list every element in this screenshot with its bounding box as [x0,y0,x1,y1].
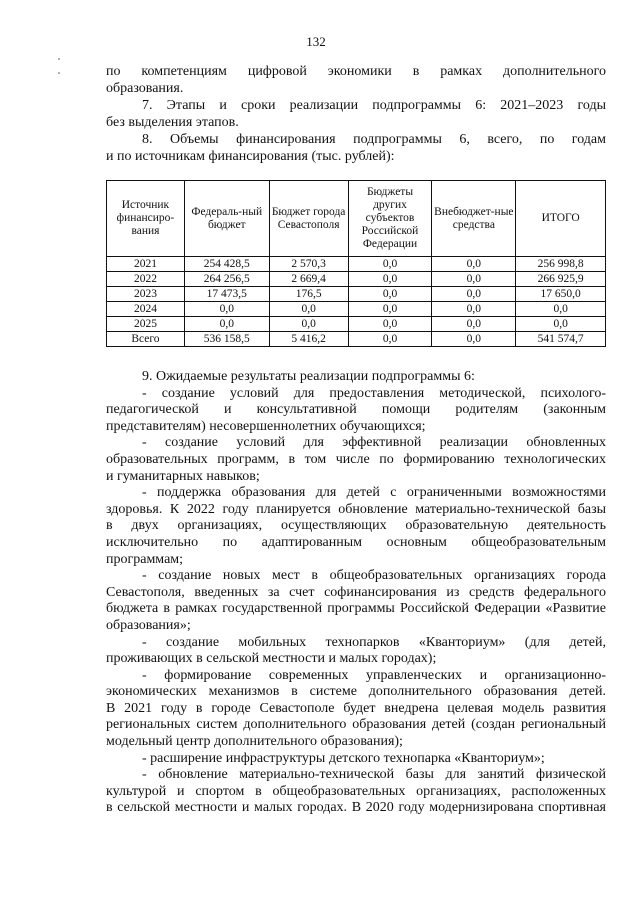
point7-paragraph: 7. Этапы и сроки реализации подпрограммы 6: 2021–2023 годы без выделения этапов. [106,98,606,130]
table-cell: 17 650,0 [516,287,606,302]
list-item: - создание условий для предоставления методической, психолого- педагогической и консультативной помощи родителям (законным представителям) несовершеннолетних обучающихся; [106,385,606,434]
table-cell: 2021 [107,257,185,272]
table-cell: 0,0 [184,302,269,317]
table-row [107,317,606,332]
header-other-subjects: Бюджеты других субъектов Российской Федерации [348,181,432,257]
list-item: - обновление материально-технической базы для занятий физической культурой и спортом в общеобразовательных организациях, расположенных в сельской местности и малых городах. В 2020 году модернизирована спортивная [106,767,606,816]
table-header-row [107,181,606,257]
table-cell: 0,0 [348,317,432,332]
table-cell: 17 473,5 [184,287,269,302]
table-cell: 0,0 [432,302,516,317]
table-cell: 0,0 [432,272,516,287]
table-cell: 2024 [107,302,185,317]
table-cell: 176,5 [269,287,348,302]
list-item: - создание мобильных технопарков «Кванториум» (для детей, проживающих в сельской местности и малых городах); [106,634,606,667]
table-cell: 536 158,5 [184,332,269,347]
table-cell: 5 416,2 [269,332,348,347]
table-cell: 2 570,3 [269,257,348,272]
table-row [107,272,606,287]
list-item: - создание новых мест в общеобразовательных организациях города Севастополя, введенных за счет софинансирования из средств федерального бюджета в рамках государственной программы Российской Федерации «Развитие образования»; [106,568,606,633]
table-cell: 0,0 [184,317,269,332]
list-item: - расширение инфраструктуры детского технопарка «Кванториум»; [142,750,545,766]
table-body [107,257,606,347]
scan-artifact [58,72,60,74]
table-cell: 0,0 [348,257,432,272]
table-row [107,302,606,317]
table-cell: 0,0 [348,332,432,347]
table-cell: 2022 [107,272,185,287]
table-cell: 0,0 [432,287,516,302]
point8-paragraph: 8. Объемы финансирования подпрограммы 6, всего, по годам и по источникам финансирования (тыс. рублей): [106,132,606,164]
list-item: - поддержка образования для детей с ограниченными возможностями здоровья. К 2022 году планируется обновление материально-технической базы в двух организациях, осуществляющих образовательную деятельность исключительно по адаптированным основным общеобразовательным программам; [106,485,606,567]
table-cell: 266 925,9 [516,272,606,287]
table-cell: 254 428,5 [184,257,269,272]
table-cell: 0,0 [432,257,516,272]
list-item: - формирование современных управленческих и организационно- экономических механизмов в системе дополнительного образования детей. В 2021 году в городе Севастополе будет внедрена целевая модель развития региональных систем дополнительного образования детей (создан региональный модельный центр дополнительного образования); [106,667,606,750]
table-cell: 0,0 [432,317,516,332]
intro-paragraph: по компетенциям цифровой экономики в рамках дополнительного образования. [106,64,606,96]
header-federal: Федераль-ный бюджет [184,181,269,257]
table-cell: 0,0 [516,302,606,317]
table-cell: 264 256,5 [184,272,269,287]
table-cell: 2023 [107,287,185,302]
table-cell: 0,0 [269,302,348,317]
table-row [107,257,606,272]
list-item: - создание условий для эффективной реализации обновленных образовательных программ, в том числе по формированию технологических и гуманитарных навыков; [106,435,606,484]
table-row [107,287,606,302]
table-cell: 256 998,8 [516,257,606,272]
table-cell: 541 574,7 [516,332,606,347]
header-city: Бюджет города Севастополя [269,181,348,257]
table-cell: 0,0 [348,287,432,302]
table-cell: 0,0 [269,317,348,332]
header-total: ИТОГО [516,181,606,257]
table-cell: 0,0 [516,317,606,332]
point9-heading: 9. Ожидаемые результаты реализации подпрограммы 6: [142,369,475,384]
table-row [107,332,606,347]
financing-table [106,180,606,347]
scan-artifact [58,58,60,60]
results-list [106,386,606,817]
table-cell: 0,0 [432,332,516,347]
header-extrabudget: Внебюджет-ные средства [432,181,516,257]
table-cell: 2 669,4 [269,272,348,287]
header-source: Источник финансиро-вания [107,181,185,257]
point9-section [106,369,606,817]
table-cell: Всего [107,332,185,347]
table-cell: 2025 [107,317,185,332]
page-number: 132 [306,34,326,49]
table-cell: 0,0 [348,272,432,287]
table-cell: 0,0 [348,302,432,317]
